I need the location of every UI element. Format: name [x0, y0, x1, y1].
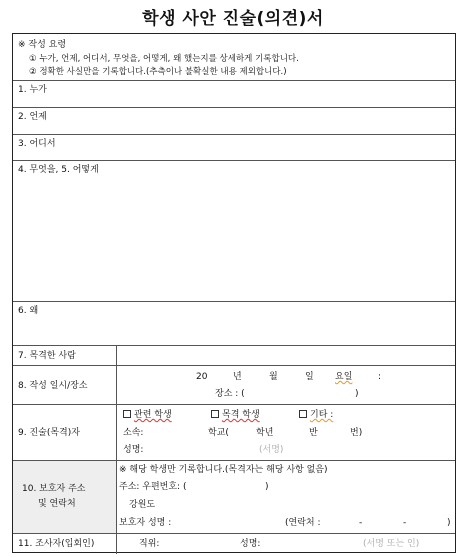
class-label: 반 [309, 428, 318, 438]
section-where[interactable] [13, 135, 455, 161]
section-where-label: 3. 어디서 [18, 139, 56, 149]
option-other[interactable] [299, 409, 333, 421]
year-prefix: 20 [196, 372, 208, 382]
guardian-label-line2: 및 연락처 [38, 499, 76, 509]
section-why[interactable] [13, 302, 455, 346]
investigator-name-label: 성명: [240, 539, 261, 549]
section-why-label: 6. 왜 [18, 306, 39, 316]
page-title: 학생 사안 진술(의견)서 [142, 9, 324, 29]
section-datetime [13, 366, 455, 405]
option-witness-student[interactable] [211, 409, 260, 421]
related-checkbox[interactable] [123, 410, 131, 418]
investigator-position-label: 직위: [139, 539, 160, 549]
guardian-label-cell [13, 461, 117, 533]
section-when[interactable] [13, 108, 455, 135]
statement-name-label: 성명: [123, 445, 144, 455]
investigator-label: 11. 조사자(입회인) [18, 539, 95, 549]
statement-label-cell [13, 405, 117, 460]
contact-dash-1: - [359, 518, 363, 528]
place-label: 장소 : ( [215, 389, 245, 399]
time-colon: : [378, 372, 382, 382]
affiliation-label: 소속: [123, 428, 144, 438]
option-related-student[interactable] [123, 409, 172, 421]
section-who[interactable] [13, 81, 455, 108]
witness-label: 7. 목격한 사람 [18, 351, 76, 361]
region-text: 강원도 [129, 500, 156, 510]
guardian-name-label: 보호자 성명 : [119, 518, 172, 528]
witness-text: 목격 학생 [222, 410, 260, 420]
year-label: 년 [233, 372, 242, 382]
contact-dash-2: - [403, 518, 407, 528]
instructions-heading: ※ 작성 요령 [18, 40, 67, 50]
instructions-block [13, 34, 455, 81]
month-label: 월 [269, 372, 278, 382]
witness-input-area[interactable] [117, 346, 455, 365]
section-guardian [13, 461, 455, 534]
section-when-label: 2. 언제 [18, 112, 47, 122]
datetime-label: 8. 작성 일시/장소 [18, 381, 88, 391]
grade-label: 학년 [256, 428, 274, 438]
day-label: 일 [305, 372, 314, 382]
investigator-sign-placeholder: (서명 또는 인) [363, 539, 420, 549]
statement-label: 9. 진술(목격)자 [18, 428, 80, 438]
statement-form [12, 33, 456, 553]
address-label: 주소: 우편번호: ( [119, 482, 187, 492]
weekday-label: 요일 [335, 372, 353, 382]
investigator-label-cell [13, 534, 117, 554]
section-witness [13, 346, 455, 366]
instructions-line-2: ② 정확한 사실만을 기록합니다.(추측이나 불확실한 내용 제외합니다.) [29, 67, 287, 77]
statement-sign-placeholder: (서명) [259, 445, 284, 455]
contact-label: (연락처 : [285, 518, 321, 528]
school-label: 학교( [208, 428, 229, 438]
place-close: ) [355, 389, 359, 399]
section-investigator [13, 534, 455, 554]
section-what-how[interactable] [13, 161, 455, 302]
instructions-line-1: ① 누가, 언제, 어디서, 무엇을, 어떻게, 왜 했는지를 상세하게 기록합니다. [29, 54, 299, 64]
related-text: 관련 학생 [134, 410, 172, 420]
contact-close: ) [447, 518, 451, 528]
witness-label-cell [13, 346, 117, 365]
address-close: ) [265, 482, 269, 492]
other-text: 기타 : [310, 410, 334, 420]
other-checkbox[interactable] [299, 410, 307, 418]
number-label: 번) [350, 428, 363, 438]
guardian-note [119, 464, 327, 476]
section-who-label: 1. 누가 [18, 85, 47, 95]
guardian-note-text: ※ 해당 학생만 기록합니다.(목격자는 해당 사항 없음) [119, 465, 328, 475]
section-what-how-label: 4. 무엇을, 5. 어떻게 [18, 165, 99, 175]
guardian-label-line1: 10. 보호자 주소 [22, 484, 86, 494]
section-statement [13, 405, 455, 461]
witness-checkbox[interactable] [211, 410, 219, 418]
datetime-label-cell [13, 366, 117, 404]
